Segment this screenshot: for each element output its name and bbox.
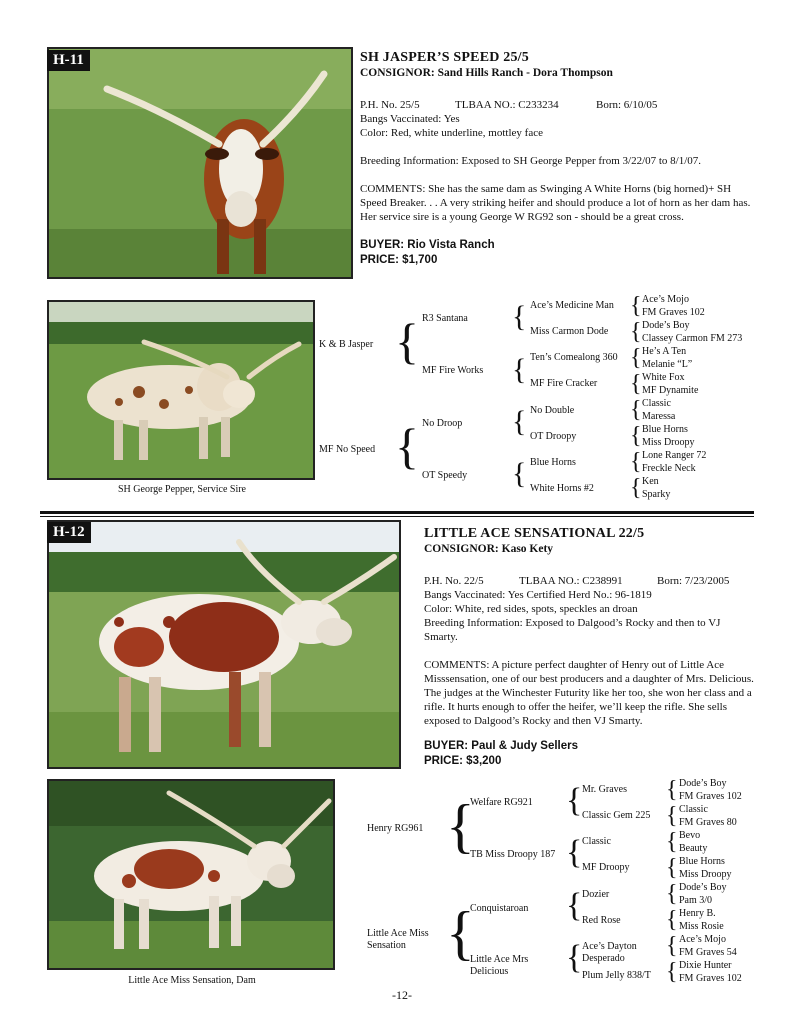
pedigree-name: Bevo xyxy=(679,830,701,841)
pedigree-name: Dixie Hunter xyxy=(679,960,732,971)
bracket: { xyxy=(666,881,678,907)
bracket: { xyxy=(630,293,642,319)
bracket: { xyxy=(512,405,527,438)
bracket: { xyxy=(666,803,678,829)
pedigree-name: Ace’s Mojo xyxy=(642,294,689,305)
pedigree-name: FM Graves 54 xyxy=(679,947,737,958)
pedigree-name: No Droop xyxy=(422,418,463,429)
pedigree-name: Freckle Neck xyxy=(642,463,696,474)
bracket: { xyxy=(630,397,642,423)
ph-number: P.H. No. 25/5 xyxy=(360,99,420,111)
lot-tag: H-12 xyxy=(47,522,91,543)
pedigree-name: Blue Horns xyxy=(530,457,576,468)
birth-date: Born: 6/10/05 xyxy=(596,99,658,111)
breeding-info: Smarty. xyxy=(424,631,458,643)
bangs-vaccinated: Bangs Vaccinated: Yes xyxy=(360,113,460,125)
pedigree-name: FM Graves 80 xyxy=(679,817,737,828)
pedigree-dam: Sensation xyxy=(367,940,406,951)
pedigree-name: Mr. Graves xyxy=(582,784,627,795)
bracket: { xyxy=(395,313,419,369)
pedigree-dam: Little Ace Miss xyxy=(367,928,429,939)
photo-caption: Little Ace Miss Sensation, Dam xyxy=(128,975,256,986)
pedigree-name: Classic xyxy=(582,836,611,847)
pedigree-name: Classey Carmon FM 273 xyxy=(642,333,743,344)
pedigree-name: Blue Horns xyxy=(679,856,725,867)
pedigree-name: Ken xyxy=(642,476,659,487)
pedigree-name: Red Rose xyxy=(582,915,621,926)
pedigree-name: Pam 3/0 xyxy=(679,895,713,906)
bracket: { xyxy=(512,300,527,333)
tlbaa-number: TLBAA NO.: C233234 xyxy=(455,99,559,111)
pedigree-name: Dode’s Boy xyxy=(642,320,690,331)
pedigree-name: MF Fire Works xyxy=(422,365,484,376)
color-description: Color: White, red sides, spots, speckles an droan xyxy=(424,603,638,615)
bracket: { xyxy=(566,782,583,819)
pedigree-name: Lone Ranger 72 xyxy=(642,450,707,461)
lot-tag: H-11 xyxy=(47,50,90,71)
birth-date: Born: 7/23/2005 xyxy=(657,575,730,587)
pedigree-name: Dode’s Boy xyxy=(679,778,727,789)
pedigree-name: Ten’s Comealong 360 xyxy=(530,352,618,363)
price: PRICE: $3,200 xyxy=(424,755,502,767)
bracket: { xyxy=(666,907,678,933)
pedigree-name: Melanie “L” xyxy=(642,359,693,370)
bracket: { xyxy=(566,834,583,871)
lot-title: SH JASPER’S SPEED 25/5 xyxy=(360,50,529,65)
comments: COMMENTS: A picture perfect daughter of Henry out of Little Ace Misssensation, one of our best producers and a daughter of Mrs. Delicious. The judges at the Winchester Futurity like her too, she won her class and a rifle. It hurts enough to offer the heifer, we’ll keep the rifle. She sells exposed to Dalgood’s Rocky and then VJ Smarty. xyxy=(424,659,754,727)
pedigree-name: MF Droopy xyxy=(582,862,630,873)
pedigree-name: Classic xyxy=(642,398,671,409)
consignor: CONSIGNOR: Kaso Kety xyxy=(424,543,554,555)
comments: COMMENTS: She has the same dam as Swinging A White Horns (big horned)+ SH Speed Breaker. . . A very striking heifer and should produce a lot of horn as her dam has. Her service sire is a young George W RG92 son - should be a great cross. xyxy=(360,183,751,223)
page-number: -12- xyxy=(392,988,412,1002)
price: PRICE: $1,700 xyxy=(360,254,438,266)
pedigree-name: White Horns #2 xyxy=(530,483,594,494)
pedigree-name: FM Graves 102 xyxy=(679,973,742,984)
pedigree-name: FM Graves 102 xyxy=(642,307,705,318)
breeding-info: Breeding Information: Exposed to Dalgood’s Rocky and then to VJ xyxy=(424,617,721,629)
bracket: { xyxy=(666,933,678,959)
buyer: BUYER: Paul & Judy Sellers xyxy=(424,740,579,752)
buyer: BUYER: Rio Vista Ranch xyxy=(360,239,495,251)
bracket: { xyxy=(666,855,678,881)
pedigree-name: He’s A Ten xyxy=(642,346,687,357)
bracket: { xyxy=(666,959,678,985)
pedigree-name: Ace’s Mojo xyxy=(679,934,726,945)
pedigree-name: Welfare RG921 xyxy=(470,797,533,808)
pedigree-name: Blue Horns xyxy=(642,424,688,435)
tlbaa-number: TLBAA NO.: C238991 xyxy=(519,575,623,587)
pedigree-name: MF Fire Cracker xyxy=(530,378,598,389)
bracket: { xyxy=(666,829,678,855)
pedigree-name: Beauty xyxy=(679,843,708,854)
cow-photo-h11 xyxy=(47,47,353,279)
pedigree-name: FM Graves 102 xyxy=(679,791,742,802)
section-divider xyxy=(40,511,754,514)
pedigree-name: Henry B. xyxy=(679,908,716,919)
section-divider xyxy=(40,516,754,517)
pedigree-sire: K & B Jasper xyxy=(319,339,374,350)
consignor: CONSIGNOR: Sand Hills Ranch - Dora Thompson xyxy=(360,67,613,79)
pedigree-name: MF Dynamite xyxy=(642,385,699,396)
pedigree-name: Ace’s Dayton xyxy=(582,941,637,952)
bracket: { xyxy=(630,449,642,475)
bracket: { xyxy=(446,900,475,966)
pedigree-name: Maressa xyxy=(642,411,676,422)
color-description: Color: Red, white underline, mottley face xyxy=(360,127,543,139)
bracket: { xyxy=(630,345,642,371)
pedigree-name: Miss Droopy xyxy=(679,869,732,880)
pedigree-name: Miss Carmon Dode xyxy=(530,326,609,337)
pedigree-name: Miss Droopy xyxy=(642,437,695,448)
pedigree-name: No Double xyxy=(530,405,575,416)
lot-title: LITTLE ACE SENSATIONAL 22/5 xyxy=(424,526,645,541)
bracket: { xyxy=(630,423,642,449)
bracket: { xyxy=(512,457,527,490)
bracket: { xyxy=(630,475,642,501)
pedigree-name: Sparky xyxy=(642,489,671,500)
pedigree-name: Dode’s Boy xyxy=(679,882,727,893)
bracket: { xyxy=(512,353,527,386)
pedigree-name: Plum Jelly 838/T xyxy=(582,970,651,981)
photo-caption: SH George Pepper, Service Sire xyxy=(118,484,246,495)
pedigree-dam: MF No Speed xyxy=(319,444,376,455)
bracket: { xyxy=(666,777,678,803)
pedigree-name: TB Miss Droopy 187 xyxy=(470,849,556,860)
sire-photo xyxy=(47,300,315,480)
bracket: { xyxy=(395,418,419,474)
pedigree-name: Conquistaroan xyxy=(470,903,529,914)
bracket: { xyxy=(566,887,583,924)
pedigree-name: OT Droopy xyxy=(530,431,577,442)
breeding-info: Breeding Information: Exposed to SH George Pepper from 3/22/07 to 8/1/07. xyxy=(360,155,702,167)
dam-photo xyxy=(47,779,335,970)
pedigree-name: Ace’s Medicine Man xyxy=(530,300,614,311)
bracket: { xyxy=(446,793,475,859)
pedigree-name: Delicious xyxy=(470,966,509,977)
ph-number: P.H. No. 22/5 xyxy=(424,575,484,587)
bracket: { xyxy=(630,319,642,345)
pedigree-name: Classic Gem 225 xyxy=(582,810,651,821)
cow-photo-h12 xyxy=(47,520,401,769)
pedigree-name: White Fox xyxy=(642,372,685,383)
pedigree-name: Miss Rosie xyxy=(679,921,724,932)
pedigree-name: OT Speedy xyxy=(422,470,468,481)
pedigree-sire: Henry RG961 xyxy=(367,823,424,834)
pedigree-name: Little Ace Mrs xyxy=(470,954,529,965)
pedigree-name: Desperado xyxy=(582,953,625,964)
pedigree-name: Classic xyxy=(679,804,708,815)
pedigree-name: Dozier xyxy=(582,889,610,900)
pedigree-name: R3 Santana xyxy=(422,313,468,324)
bracket: { xyxy=(566,939,583,976)
bracket: { xyxy=(630,371,642,397)
bangs-vaccinated: Bangs Vaccinated: Yes Certified Herd No.: 96-1819 xyxy=(424,589,652,601)
